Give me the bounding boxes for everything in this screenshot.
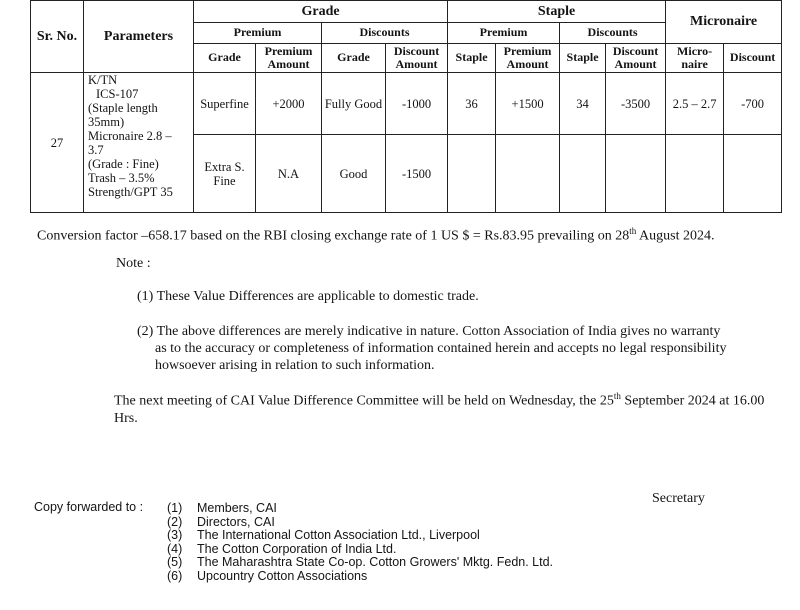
- list-item-number: (4): [167, 541, 183, 556]
- list-item: [167, 502, 553, 516]
- param-line: K/TN: [88, 73, 118, 87]
- note-item-2-line: howsoever arising in relation to such information.: [155, 358, 435, 374]
- list-item-text: The Maharashtra State Co-op. Cotton Growers' Mktg. Fedn. Ltd.: [197, 555, 554, 570]
- cell-micronaire: [666, 135, 724, 213]
- list-item: [167, 556, 553, 570]
- cell-micronaire-discount: -700: [724, 73, 782, 135]
- list-item-text: Directors, CAI: [197, 514, 275, 529]
- next-meeting: [114, 391, 784, 427]
- subheader-staple-premium: Staple: [448, 44, 496, 73]
- subheader-staple-discount-amount: Discount Amount: [606, 44, 666, 73]
- list-item-text: The Cotton Corporation of India Ltd.: [197, 541, 397, 556]
- cell-premium-grade: Extra S. Fine: [194, 135, 256, 213]
- cell-discount-amount: -1500: [386, 135, 448, 213]
- list-item-text: Upcountry Cotton Associations: [197, 568, 368, 583]
- list-item-number: (2): [167, 514, 183, 529]
- param-line: ICS-107: [96, 87, 139, 101]
- conversion-factor: [37, 226, 715, 245]
- header-grade-premium: Premium: [194, 23, 322, 44]
- meeting-text-end: September 2024 at 16.00 Hrs.: [114, 393, 765, 426]
- list-item: [167, 543, 553, 557]
- list-item-number: (3): [167, 528, 183, 543]
- subheader-staple-premium-amount: Premium Amount: [496, 44, 560, 73]
- cell-staple-premium-amount: [496, 135, 560, 213]
- cell-parameters: [84, 73, 194, 213]
- header-staple-discounts: Discounts: [560, 23, 666, 44]
- list-item-text: The International Cotton Association Ltd., Liverpool: [197, 528, 480, 543]
- subheader-staple-discount: Staple: [560, 44, 606, 73]
- subheader-premium-grade: Grade: [194, 44, 256, 73]
- cell-premium-amount: N.A: [256, 135, 322, 213]
- conversion-text-end: August 2024.: [636, 228, 715, 244]
- header-sr-no: Sr. No.: [31, 1, 84, 73]
- cell-premium-amount: +2000: [256, 73, 322, 135]
- header-grade: Grade: [194, 1, 448, 23]
- cell-micronaire-discount: [724, 135, 782, 213]
- param-line: 3.7: [88, 143, 104, 157]
- conversion-sup: th: [629, 226, 637, 236]
- note-item-2-line: (2) The above differences are merely indicative in nature. Cotton Association of India gives no warranty: [137, 324, 721, 339]
- header-staple-premium: Premium: [448, 23, 560, 44]
- list-item-number: (5): [167, 555, 183, 570]
- cell-staple-premium: [448, 135, 496, 213]
- note-item-2: [137, 323, 777, 374]
- subheader-discount-amount: Discount Amount: [386, 44, 448, 73]
- copy-forwarded-list: [167, 502, 553, 584]
- subheader-micronaire: Micro-naire: [666, 44, 724, 73]
- cell-staple-discount: 34: [560, 73, 606, 135]
- list-item: [167, 516, 553, 530]
- cell-discount-grade: Good: [322, 135, 386, 213]
- cell-premium-grade: Superfine: [194, 73, 256, 135]
- header-parameters: Parameters: [84, 1, 194, 73]
- value-difference-table: [30, 0, 782, 213]
- cell-staple-premium: 36: [448, 73, 496, 135]
- header-micronaire: Micronaire: [666, 1, 782, 44]
- meeting-text: The next meeting of CAI Value Difference Committee will be held on Wednesday, the 25: [114, 393, 614, 409]
- note-heading: Note :: [116, 256, 151, 271]
- subheader-micronaire-discount: Discount: [724, 44, 782, 73]
- param-line: Strength/GPT 35: [88, 185, 173, 199]
- note-item-2-line: as to the accuracy or completeness of information contained herein and accepts no legal responsibility: [155, 341, 727, 357]
- list-item: [167, 570, 553, 584]
- param-line: Micronaire 2.8 –: [88, 129, 172, 143]
- meeting-sup: th: [613, 391, 621, 401]
- param-line: (Grade : Fine): [88, 157, 159, 171]
- conversion-text: Conversion factor –658.17 based on the RBI closing exchange rate of 1 US $ = Rs.83.95 prevailing on 28: [37, 228, 630, 244]
- cell-staple-discount-amount: [606, 135, 666, 213]
- cell-micronaire: 2.5 – 2.7: [666, 73, 724, 135]
- subheader-premium-amount: Premium Amount: [256, 44, 322, 73]
- cell-staple-premium-amount: +1500: [496, 73, 560, 135]
- note-item-1: (1) These Value Differences are applicable to domestic trade.: [137, 289, 479, 304]
- cell-discount-amount: -1000: [386, 73, 448, 135]
- header-staple: Staple: [448, 1, 666, 23]
- cell-sr-no: 27: [31, 73, 84, 213]
- secretary-signature: Secretary: [652, 491, 705, 506]
- param-line: 35mm): [88, 115, 125, 129]
- cell-staple-discount-amount: -3500: [606, 73, 666, 135]
- cell-discount-grade: Fully Good: [322, 73, 386, 135]
- subheader-discount-grade: Grade: [322, 44, 386, 73]
- list-item-number: (6): [167, 568, 183, 583]
- list-item-number: (1): [167, 501, 183, 515]
- param-line: Trash – 3.5%: [88, 171, 155, 185]
- param-line: (Staple length: [88, 101, 158, 115]
- header-grade-discounts: Discounts: [322, 23, 448, 44]
- copy-forwarded-label: Copy forwarded to :: [34, 500, 144, 514]
- list-item-text: Members, CAI: [197, 501, 277, 515]
- cell-staple-discount: [560, 135, 606, 213]
- list-item: [167, 529, 553, 543]
